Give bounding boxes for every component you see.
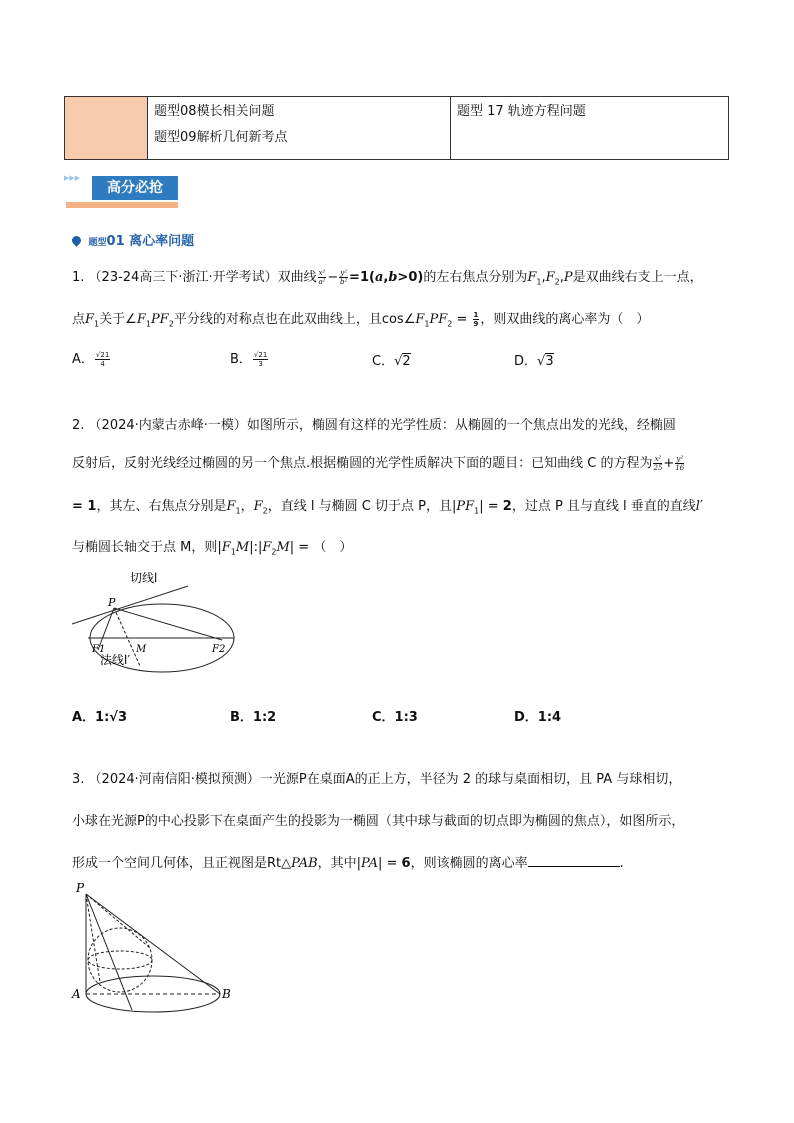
- arrow-icon: ▶▶▶: [64, 174, 81, 182]
- toc-table: [64, 96, 729, 160]
- toc-item: 题型 17 轨迹方程问题: [457, 104, 586, 119]
- q2-line4: 与椭圆长轴交于点 M，则$|F_1M|:|F_2M|$ = （ ）: [72, 540, 353, 557]
- q3-line3: 形成一个空间几何体，且正视图是Rt△PAB，其中|PA| = 6，则该椭圆的离心率 .: [72, 856, 624, 871]
- type-title: 01 离心率问题: [106, 234, 195, 249]
- q2-line1: 2. （2024·内蒙古赤峰·一模）如图所示，椭圆有这样的光学性质：从椭圆的一个焦点出发的光线，经椭圆: [72, 418, 676, 433]
- q1-option-a[interactable]: A． $\frac{√21}{4}$: [72, 351, 110, 368]
- q1-option-c[interactable]: C．√2: [372, 354, 411, 369]
- cone-figure: [70, 880, 240, 1020]
- toc-item: 题型08模长相关问题: [154, 104, 275, 119]
- type-badge: 题型: [88, 238, 107, 248]
- label-P: P: [76, 881, 85, 895]
- q2-option-c[interactable]: C．1:3: [372, 710, 418, 725]
- q2-line2: 反射后，反射光线经过椭圆的另一个焦点.根据椭圆的光学性质解决下面的题目：已知曲线 C 的方程为 $\frac{\text{x²}}{25}$ + $\frac{\text{y²}}{16}$: [72, 455, 685, 472]
- toc-item: 题型09解析几何新考点: [154, 130, 288, 145]
- ellipse-figure: [70, 568, 240, 674]
- q1-option-b[interactable]: B． $\frac{√21}{3}$: [230, 351, 268, 368]
- banner-label: 高分必抢: [92, 176, 178, 200]
- label-M: M: [136, 644, 147, 655]
- banner-underline: [66, 202, 178, 208]
- label-A: A: [72, 987, 81, 1001]
- q2-option-a[interactable]: A．1:√3: [72, 710, 128, 725]
- section-banner: [64, 172, 180, 208]
- label-tangent: 切线l: [130, 571, 158, 585]
- toc-color-cell: [65, 97, 148, 160]
- type-heading: [72, 230, 194, 249]
- label-P: P: [108, 596, 116, 609]
- answer-blank[interactable]: [528, 854, 620, 867]
- q1-line1: 1. （23-24高三下·浙江·开学考试）双曲线 $\frac{\text{x²}}{\text{a²}}$ − $\frac{\text{y²}}{\text{b²}}$ =1(a,b>0)的左右焦点分别为$F_1,F_2,P$是双曲线右支上一点，: [72, 269, 703, 287]
- location-pin-icon: [70, 234, 83, 247]
- label-F2: F2: [212, 644, 226, 655]
- q2-option-d[interactable]: D．1:4: [514, 710, 562, 725]
- q3-line2: 小球在光源P的中心投影下在桌面产生的投影为一椭圆（其中球与截面的切点即为椭圆的焦点），如图所示，: [72, 814, 685, 829]
- q3-line1: 3. （2024·河南信阳·模拟预测）一光源P在桌面A的正上方，半径为 2 的球与桌面相切，且 PA 与球相切，: [72, 772, 682, 787]
- label-F1: F1: [92, 644, 106, 655]
- q2-line3: = 1，其左、右焦点分别是$F_1$，$F_2$，直线 l 与椭圆 C 切于点 P，且$|PF_1| = 2$，过点 P 且与直线 l 垂直的直线l′: [72, 499, 703, 516]
- q2-option-b[interactable]: B．1:2: [230, 710, 277, 725]
- q1-option-d[interactable]: D．√3: [514, 354, 554, 369]
- label-B: B: [222, 987, 231, 1001]
- label-normal: 法线l′: [100, 653, 131, 667]
- q1-line2: 点$F_1$关于$\angle F_1PF_2$平分线的对称点也在此双曲线上，且$\cos\angle F_1PF_2$ = $\frac{1}{9}$ ，则双曲线的离心率为（ ）: [72, 311, 650, 329]
